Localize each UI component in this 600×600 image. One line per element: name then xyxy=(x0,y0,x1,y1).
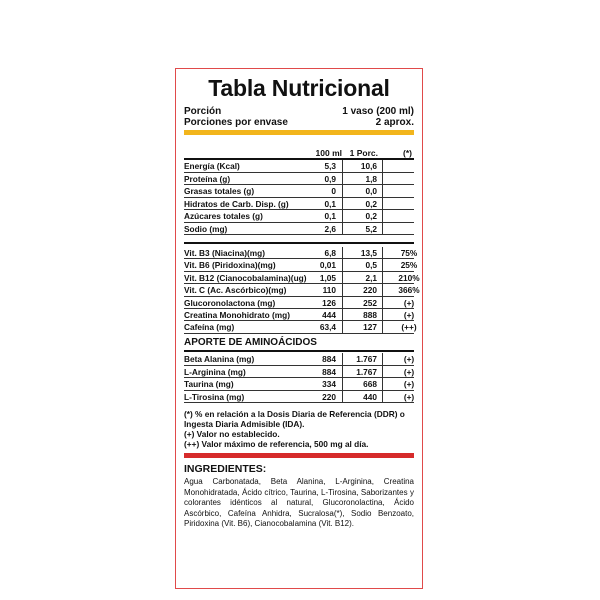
column-separator xyxy=(382,210,383,222)
aminoacido-row xyxy=(184,353,414,366)
column-separator xyxy=(342,366,343,378)
nutrient-row-value-100ml: 5,3 xyxy=(324,161,336,171)
aminoacido-row-value-100ml: 220 xyxy=(322,391,336,402)
vitamin-row-value-porcion: 0,5 xyxy=(365,260,377,271)
vitamin-row-value-ddr: (+) xyxy=(403,310,415,320)
porcion-row xyxy=(184,106,414,117)
header-100ml: 100 ml xyxy=(315,148,342,158)
column-separator xyxy=(342,353,343,365)
aminoacidos-title: APORTE DE AMINOÁCIDOS xyxy=(184,337,317,348)
aminoacido-row-value-ddr: (+) xyxy=(403,379,415,390)
note-line: (+) Valor no establecido. xyxy=(184,429,280,439)
aminoacidos-rule xyxy=(184,350,414,352)
vitamin-row-value-100ml: 110 xyxy=(322,285,336,296)
nutrient-row xyxy=(184,223,414,236)
nutrient-row-label: Hidratos de Carb. Disp. (g) xyxy=(184,198,289,209)
vitamin-row xyxy=(184,321,417,333)
vitamin-row-label: Vit. B12 (Cianocobalamina)(ug) xyxy=(184,272,307,283)
vitamin-row-value-100ml: 444 xyxy=(322,310,336,320)
porcion-label: Porción xyxy=(184,106,222,117)
aminoacido-row-value-100ml: 884 xyxy=(322,354,336,364)
vitamin-row xyxy=(184,259,418,271)
note-line: Ingesta Diaria Admisible (IDA). xyxy=(184,419,305,429)
nutrition-label-content xyxy=(184,69,420,588)
note-line: (++) Valor máximo de referencia, 500 mg al día. xyxy=(184,439,369,449)
column-separator xyxy=(382,391,383,403)
column-separator xyxy=(342,210,343,222)
column-separator xyxy=(382,321,383,332)
vitamin-row-label: Glucoronolactona (mg) xyxy=(184,297,276,308)
porciones-envase-row xyxy=(184,117,414,128)
nutrition-label xyxy=(175,68,423,589)
aminoacido-row xyxy=(184,378,414,391)
column-separator xyxy=(382,160,383,172)
header-porcion: 1 Porc. xyxy=(349,148,378,158)
nutrient-row-value-100ml: 0 xyxy=(331,186,336,196)
nutrient-row xyxy=(184,185,414,198)
nutrient-row-label: Azúcares totales (g) xyxy=(184,211,263,221)
porciones-envase-value: 2 aprox. xyxy=(375,117,414,128)
vitamin-row-label: Vit. B6 (Piridoxina)(mg) xyxy=(184,260,276,271)
notes xyxy=(184,409,414,449)
column-separator xyxy=(342,321,343,332)
ingredients-text: Agua Carbonatada, Beta Alanina, L-Arginina, Creatina Monohidratada, Ácido cítrico, Taurina, L-Tirosina, Saborizantes y colorantes idénticos al natural, Glucoronolactina, Ácido Ascórbico, Cafeína Anhidra, Sucralosa(*), Sodio Benzoato, Piridoxina (Vit. B6), Cianocobalamina (Vit. B12). xyxy=(184,477,414,529)
nutrient-row xyxy=(184,210,414,223)
nutrient-row xyxy=(184,173,414,186)
nutrient-row-value-porcion: 0,2 xyxy=(365,198,377,209)
aminoacido-row xyxy=(184,366,414,379)
vitamin-row xyxy=(184,297,414,309)
column-separator xyxy=(342,198,343,210)
column-separator xyxy=(342,284,343,295)
nutrient-row xyxy=(184,160,414,173)
column-separator xyxy=(342,309,343,320)
column-separator xyxy=(382,309,383,320)
vitamin-row-value-100ml: 1,05 xyxy=(319,272,336,283)
aminoacido-row-label: L-Tirosina (mg) xyxy=(184,391,245,402)
note-line: (*) % en relación a la Dosis Diaria de Referencia (DDR) o xyxy=(184,409,405,419)
column-separator xyxy=(382,353,383,365)
vitamin-row-value-ddr: (++) xyxy=(401,322,417,333)
column-separator xyxy=(342,391,343,403)
nutrient-row-value-porcion: 1,8 xyxy=(365,173,377,184)
column-separator xyxy=(342,173,343,185)
nutrient-row-label: Energía (Kcal) xyxy=(184,161,240,171)
nutrient-row-value-porcion: 0,2 xyxy=(365,211,377,221)
aminoacido-row-value-ddr: (+) xyxy=(403,366,415,377)
nutrient-row-label: Proteína (g) xyxy=(184,173,231,184)
column-separator xyxy=(382,223,383,235)
column-separator xyxy=(382,185,383,197)
nutrient-row-value-100ml: 0,9 xyxy=(324,173,336,184)
nutrient-row xyxy=(184,198,414,211)
porciones-envase-label: Porciones por envase xyxy=(184,117,288,128)
aminoacido-row-value-100ml: 884 xyxy=(322,366,336,377)
vitamin-row-label: Creatina Monohidrato (mg) xyxy=(184,310,291,320)
aminoacido-row-value-100ml: 334 xyxy=(322,379,336,390)
aminoacido-row xyxy=(184,391,414,404)
column-separator xyxy=(382,366,383,378)
ingredients-title: INGREDIENTES: xyxy=(184,463,267,475)
vitamin-row-value-porcion: 220 xyxy=(363,285,377,296)
column-separator xyxy=(342,223,343,235)
label-title: Tabla Nutricional xyxy=(208,75,390,101)
nutrient-row-value-100ml: 0,1 xyxy=(324,198,336,209)
column-separator xyxy=(342,378,343,390)
nutrient-row-value-porcion: 0,0 xyxy=(365,186,377,196)
nutrient-row-label: Sodio (mg) xyxy=(184,223,228,234)
section-rule xyxy=(184,242,414,244)
column-separator xyxy=(382,272,383,283)
vitamin-row xyxy=(184,272,420,284)
aminoacido-row-label: Taurina (mg) xyxy=(184,379,234,390)
vitamin-row-value-porcion: 252 xyxy=(363,297,377,308)
nutrient-row-label: Grasas totales (g) xyxy=(184,186,255,196)
column-separator xyxy=(382,173,383,185)
yellow-divider xyxy=(184,130,414,135)
column-separator xyxy=(342,272,343,283)
header-ddr: (*) xyxy=(403,148,412,158)
aminoacido-row-label: Beta Alanina (mg) xyxy=(184,354,255,364)
nutrient-row-value-porcion: 5,2 xyxy=(365,223,377,234)
vitamin-row-value-ddr: 25% xyxy=(400,260,418,271)
aminoacido-row-value-ddr: (+) xyxy=(403,391,415,402)
aminoacido-row-value-porcion: 440 xyxy=(363,391,377,402)
aminoacido-row-label: L-Arginina (mg) xyxy=(184,366,246,377)
nutrient-row-value-100ml: 0,1 xyxy=(324,211,336,221)
vitamin-row-value-100ml: 0,01 xyxy=(319,260,336,271)
column-separator xyxy=(342,160,343,172)
vitamin-row xyxy=(184,284,420,296)
vitamin-row xyxy=(184,247,418,259)
vitamin-row-value-porcion: 888 xyxy=(363,310,377,320)
vitamin-row-value-porcion: 127 xyxy=(363,322,377,333)
vitamin-row-value-100ml: 63,4 xyxy=(319,322,336,333)
vitamin-row-value-ddr: (+) xyxy=(403,297,415,308)
vitamin-row-label: Cafeína (mg) xyxy=(184,322,235,333)
vitamin-row-label: Vit. B3 (Niacina)(mg) xyxy=(184,248,265,258)
column-separator xyxy=(342,247,343,258)
vitamin-row-value-100ml: 6,8 xyxy=(324,248,336,258)
nutrient-row-value-porcion: 10,6 xyxy=(360,161,377,171)
column-separator xyxy=(382,378,383,390)
vitamin-row-value-ddr: 366% xyxy=(398,285,420,296)
aminoacido-row-value-porcion: 1.767 xyxy=(356,354,377,364)
aminoacido-row-value-ddr: (+) xyxy=(403,354,415,364)
porcion-value: 1 vaso (200 ml) xyxy=(342,106,414,117)
vitamin-row xyxy=(184,309,414,321)
column-separator xyxy=(382,247,383,258)
column-separator xyxy=(342,297,343,308)
aminoacido-row-value-porcion: 1.767 xyxy=(356,366,377,377)
column-separator xyxy=(382,259,383,270)
nutrient-row-value-100ml: 2,6 xyxy=(324,223,336,234)
column-separator xyxy=(342,259,343,270)
column-separator xyxy=(382,198,383,210)
vitamin-row-label: Vit. C (Ac. Ascórbico)(mg) xyxy=(184,285,287,296)
red-divider xyxy=(184,453,414,458)
vitamin-row-value-porcion: 2,1 xyxy=(365,272,377,283)
column-separator xyxy=(382,297,383,308)
vitamin-row-value-porcion: 13,5 xyxy=(360,248,377,258)
vitamin-row-value-ddr: 210% xyxy=(398,272,420,283)
column-separator xyxy=(382,284,383,295)
aminoacido-row-value-porcion: 668 xyxy=(363,379,377,390)
column-separator xyxy=(342,185,343,197)
vitamin-row-value-100ml: 126 xyxy=(322,297,336,308)
vitamin-row-value-ddr: 75% xyxy=(400,248,418,258)
